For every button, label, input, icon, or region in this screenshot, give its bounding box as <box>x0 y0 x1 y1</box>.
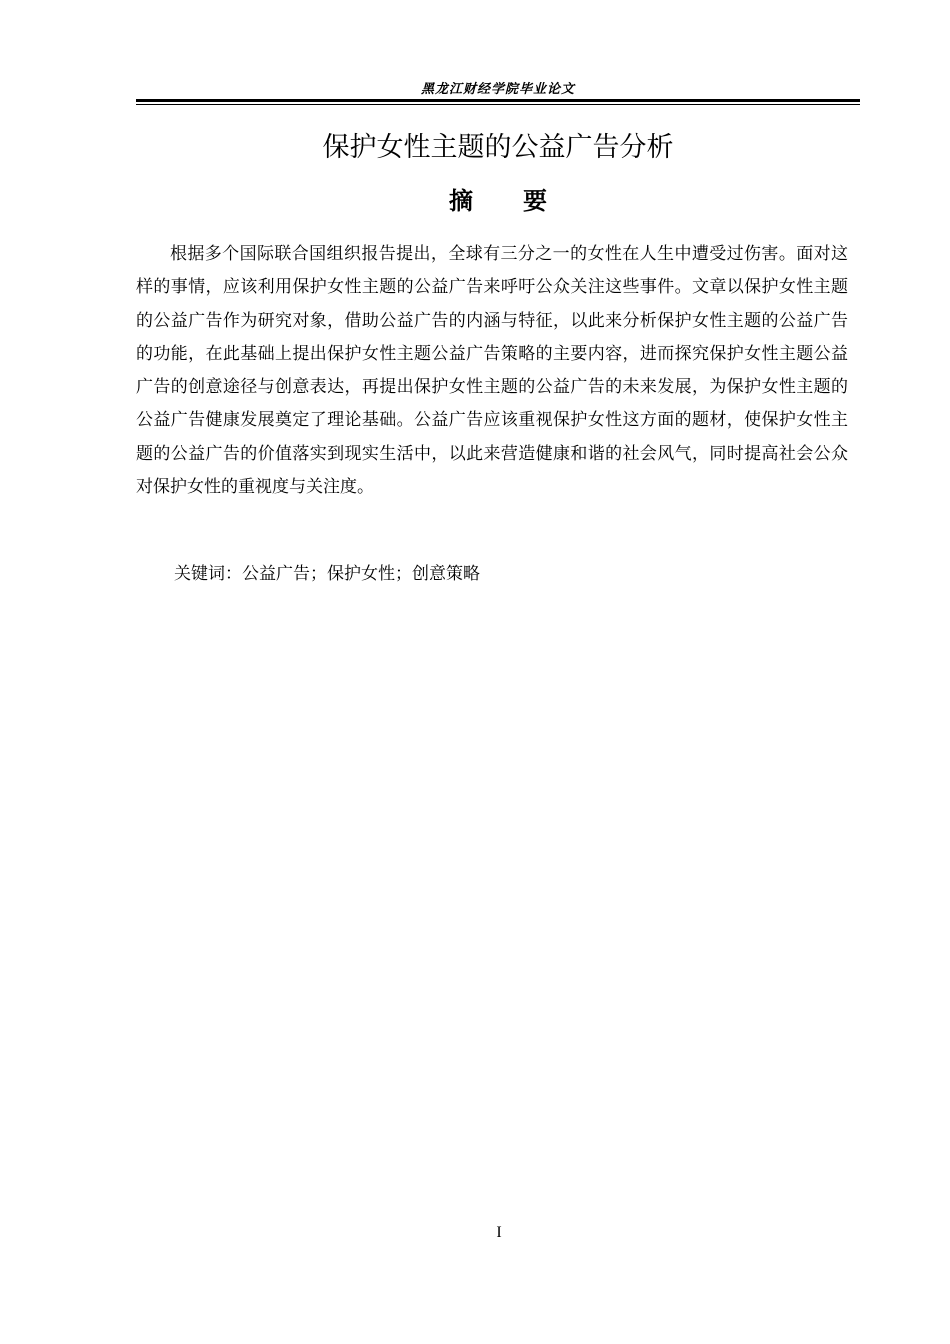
running-header: 黑龙江财经学院毕业论文 <box>420 82 575 97</box>
keywords-line <box>174 560 854 588</box>
header-rule-thin <box>136 104 860 105</box>
paper-title: 保护女性主题的公益广告分析 <box>322 132 674 163</box>
keywords-label: 关键词： <box>174 564 242 584</box>
keywords-value: 公益广告；保护女性；创意策略 <box>242 564 480 584</box>
abstract-body: 根据多个国际联合国组织报告提出，全球有三分之一的女性在人生中遭受过伤害。面对这样的事情，应该利用保护女性主题的公益广告来呼吁公众关注这些事件。文章以保护女性主题的公益广告作为研究对象，借助公益广告的内涵与特征，以此来分析保护女性主题的公益广告的功能，在此基础上提出保护女性主题公益广告策略的主要内容，进而探究保护女性主题公益广告的创意途径与创意表达，再提出保护女性主题的公益广告的未来发展，为保护女性主题的公益广告健康发展奠定了理论基础。公益广告应该重视保护女性这方面的题材，使保护女性主题的公益广告的价值落实到现实生活中，以此来营造健康和谐的社会风气，同时提高社会公众对保护女性的重视度与关注度。 <box>136 244 848 498</box>
page-number: I <box>496 1224 502 1241</box>
header-rule-thick <box>136 99 860 102</box>
abstract-heading: 摘要 <box>449 187 597 215</box>
